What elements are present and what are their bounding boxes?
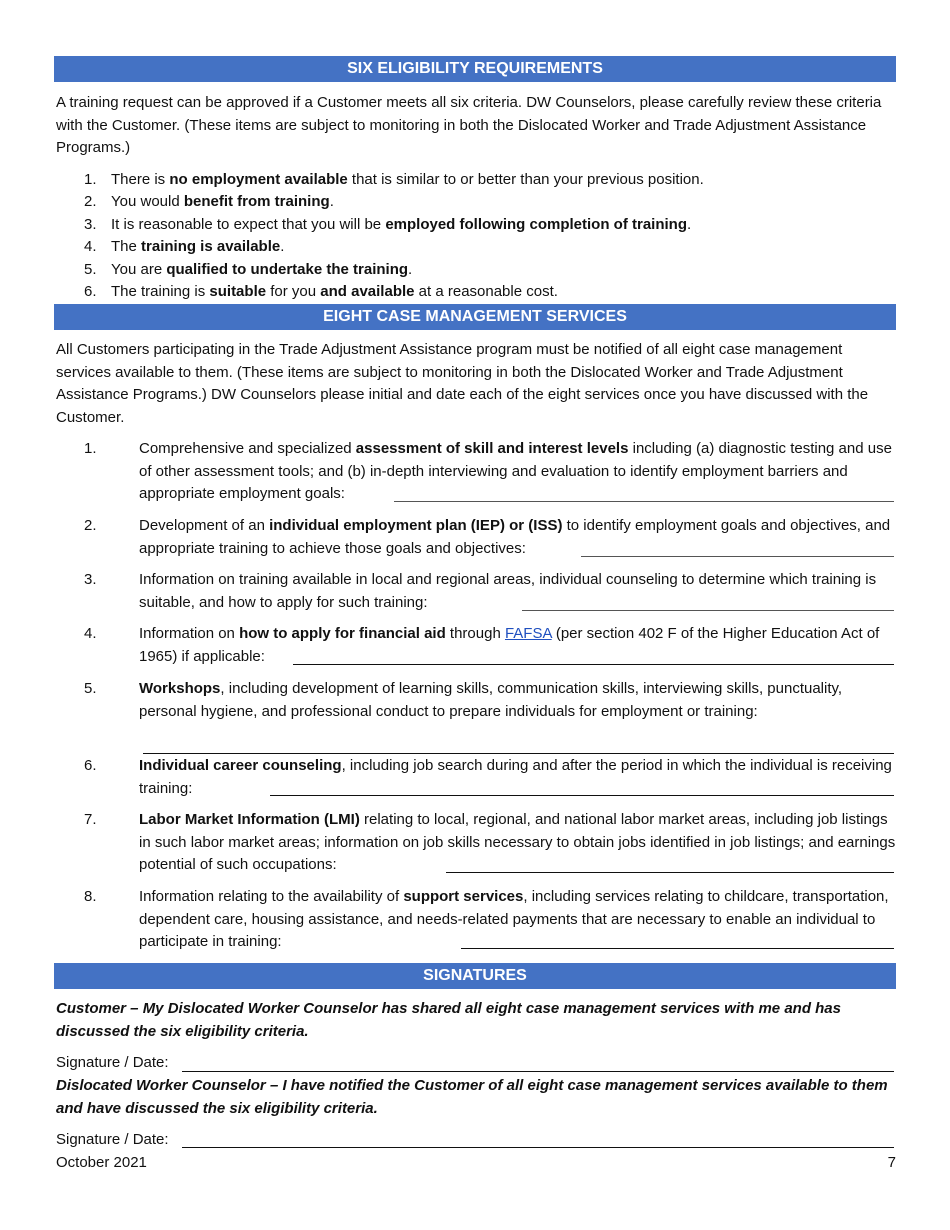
- initial-date-field[interactable]: [581, 556, 894, 557]
- initial-date-field[interactable]: [143, 753, 894, 754]
- list-number: 1.: [84, 171, 97, 188]
- service-item: Development of an individual employment plan (IEP) or (ISS) to identify employment goals and objectives, and appropriate training to achieve those goals and objectives:: [139, 517, 891, 557]
- eligibility-intro: A training request can be approved if a Customer meets all six criteria. DW Counselors, please carefully review these criteria with the Customer. (These items are subject to monitoring in both the Dislocated Worker and Trade Adjustment Assistance Programs.): [56, 94, 882, 156]
- list-number: 5.: [84, 261, 97, 278]
- list-number: 2.: [84, 193, 97, 210]
- list-number: 3.: [84, 216, 97, 233]
- service-item: Individual career counseling, including job search during and after the period in which the individual is receiving training:: [139, 757, 892, 797]
- list-number: 6.: [84, 283, 97, 300]
- case-management-intro: All Customers participating in the Trade Adjustment Assistance program must be notified of all eight case management services available to them. (These items are subject to monitoring in both the Dislocated Worker and Trade Adjustment Assistance Programs.) DW Counselors please initial and date each of the eight services once you have discussed with the Customer.: [56, 341, 869, 426]
- service-item: Workshops, including development of learning skills, communication skills, interviewing skills, punctuality, personal hygiene, and professional conduct to prepare individuals for employment or training:: [139, 680, 843, 720]
- service-item: Information on training available in local and regional areas, individual counseling to determine which training is suitable, and how to apply for such training:: [139, 571, 877, 611]
- counselor-signature-field[interactable]: [182, 1147, 894, 1148]
- fafsa-link[interactable]: FAFSA: [504, 625, 552, 642]
- service-item: Information relating to the availability of support services, including services relating to childcare, transportation, dependent care, housing assistance, and needs-related payments that are necessary to enable an individual to participate in training:: [139, 888, 889, 950]
- initial-date-field[interactable]: [446, 872, 894, 873]
- customer-statement: Customer – My Dislocated Worker Counselor has shared all eight case management services with me and has discussed the six eligibility criteria.: [56, 1000, 841, 1040]
- list-number: 4.: [84, 625, 97, 642]
- customer-signature-field[interactable]: [182, 1071, 894, 1072]
- section-header-signatures: SIGNATURES: [54, 963, 896, 989]
- initial-date-field[interactable]: [394, 501, 894, 502]
- service-item: Labor Market Information (LMI) relating to local, regional, and national labor market areas, including job listings in such labor market areas; information on job skills necessary to obtain jobs identified in job listings; and earnings potential of such occupations:: [139, 811, 896, 873]
- counselor-statement: Dislocated Worker Counselor – I have notified the Customer of all eight case management services available to them and have discussed the six eligibility criteria.: [56, 1077, 888, 1117]
- initial-date-field[interactable]: [461, 948, 894, 949]
- list-number: 3.: [84, 571, 97, 588]
- list-number: 7.: [84, 811, 97, 828]
- section-header-case-management: EIGHT CASE MANAGEMENT SERVICES: [54, 304, 896, 330]
- list-number: 2.: [84, 517, 97, 534]
- list-number: 4.: [84, 238, 97, 255]
- list-number: 8.: [84, 888, 97, 905]
- eligibility-item: There is no employment available that is similar to or better than your previous position.: [111, 171, 704, 188]
- customer-signature-label: Signature / Date:: [56, 1054, 169, 1071]
- page-number: 7: [887, 1154, 896, 1171]
- footer-date: October 2021: [56, 1154, 147, 1171]
- eligibility-item: You are qualified to undertake the training.: [111, 261, 413, 278]
- eligibility-item: You would benefit from training.: [111, 193, 334, 210]
- initial-date-field[interactable]: [522, 610, 894, 611]
- eligibility-item: The training is available.: [111, 238, 285, 255]
- eligibility-item: It is reasonable to expect that you will be employed following completion of training.: [111, 216, 692, 233]
- list-number: 1.: [84, 440, 97, 457]
- list-number: 5.: [84, 680, 97, 697]
- list-number: 6.: [84, 757, 97, 774]
- service-item: Information on how to apply for financial aid through FAFSA (per section 402 F of the Higher Education Act of 1965) if applicable:: [139, 625, 880, 665]
- initial-date-field[interactable]: [270, 795, 894, 796]
- eligibility-item: The training is suitable for you and available at a reasonable cost.: [111, 283, 558, 300]
- counselor-signature-label: Signature / Date:: [56, 1131, 169, 1148]
- initial-date-field[interactable]: [293, 664, 894, 665]
- section-header-eligibility: SIX ELIGIBILITY REQUIREMENTS: [54, 56, 896, 82]
- service-item: Comprehensive and specialized assessment of skill and interest levels including (a) diagnostic testing and use of other assessment tools; and (b) in-depth interviewing and evaluation to identify employment barriers and appropriate employment goals:: [139, 440, 892, 502]
